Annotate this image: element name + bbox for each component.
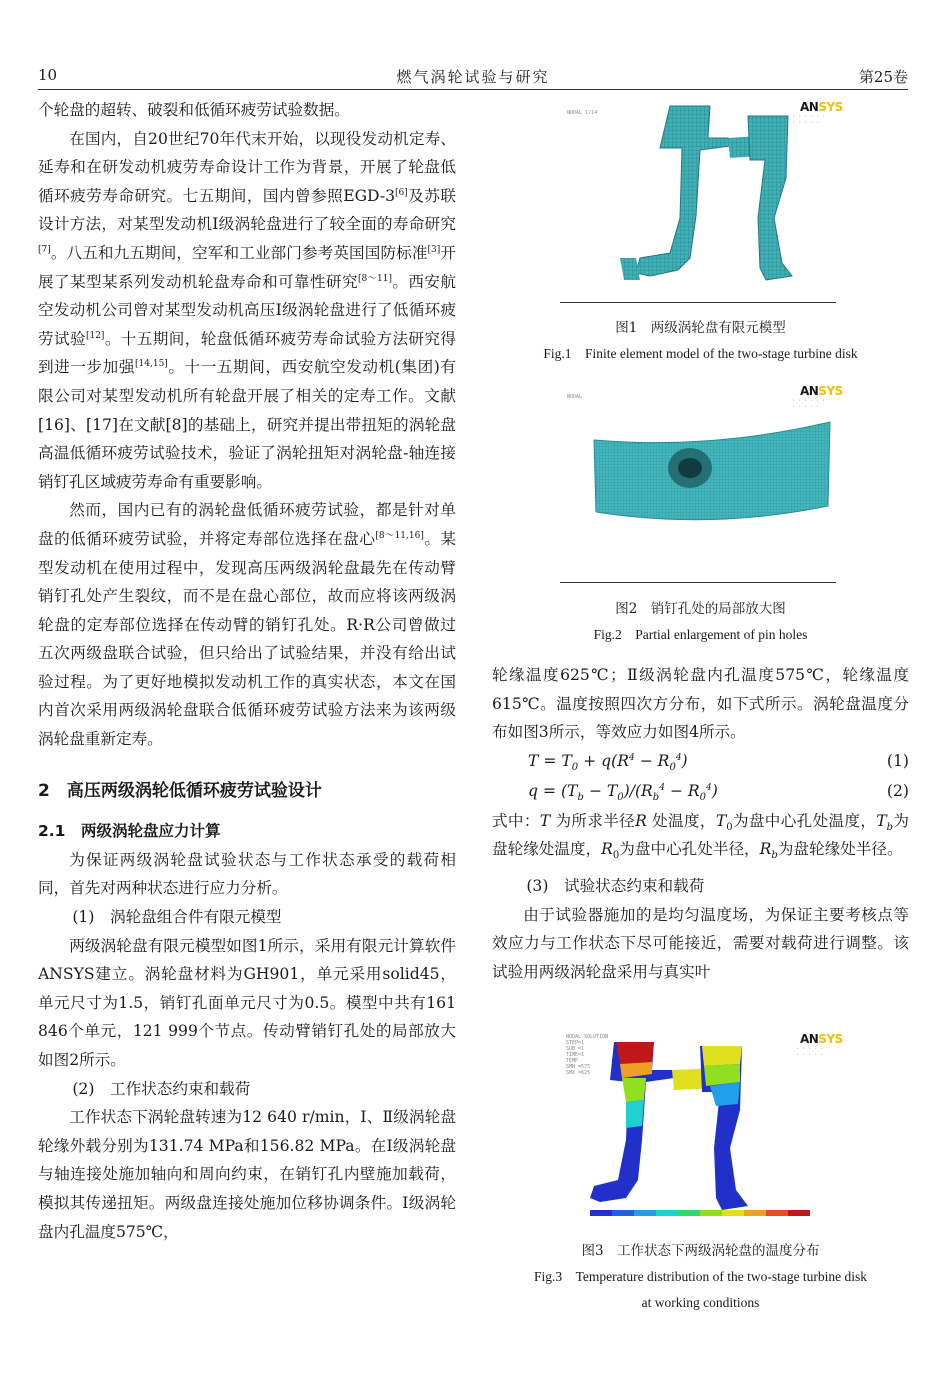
- list-item: (3) 试验状态约束和载荷: [526, 876, 705, 895]
- left-column: [38, 96, 456, 1246]
- volume-label: 第25卷: [858, 68, 908, 86]
- paragraph: 为保证两级涡轮盘试验状态与工作状态承受的载荷相同，首先对两种状态进行应力分析。: [38, 850, 456, 898]
- ansys-logo: ANSYS: [800, 1032, 843, 1046]
- figure-3-caption-en-line2: at working conditions: [641, 1295, 760, 1310]
- subsection-heading: 2.1 两级涡轮盘应力计算: [38, 822, 221, 841]
- figure-3-caption-cn: 图3 工作状态下两级涡轮盘的温度分布: [581, 1243, 820, 1259]
- colorbar-segment: [788, 1210, 810, 1216]
- equation-1: $T = T_0 + q(R^4 - R_0^4)$ (1): [528, 751, 909, 773]
- colorbar-segment: [766, 1210, 788, 1216]
- paragraph: 两级涡轮盘有限元模型如图1所示，采用有限元计算软件ANSYS建立。涡轮盘材料为GH901，单元采用solid45，单元尺寸为1.5，销钉孔面单元尺寸为0.5。模型中共有161 846个单元，121 999个节点。传动臂销钉孔处的局部放大如图2所示。: [38, 936, 456, 1069]
- paragraph: 个轮盘的超转、破裂和低循环疲劳试验数据。: [38, 101, 350, 119]
- colorbar-segment: [700, 1210, 722, 1216]
- colorbar: [590, 1210, 810, 1216]
- citation: [8～11,16]: [375, 530, 424, 541]
- paragraph: 式中：T 为所求半径R 处温度，$T_0$为盘中心孔处温度，$T_b$为盘轮缘处温度，$R_0$为盘中心孔处半径，$R_b$为盘轮缘处半径。: [492, 811, 909, 862]
- section-heading: 2 高压两级涡轮低循环疲劳试验设计: [38, 780, 322, 801]
- ansys-logo: ANSYS: [800, 384, 843, 398]
- figure-1-caption-cn: 图1 两级涡轮盘有限元模型: [615, 320, 786, 336]
- paragraph: 轮缘温度625℃；Ⅱ级涡轮盘内孔温度575℃，轮缘温度615℃。温度按照四次方分布，如下式所示。涡轮盘温度分布如图3所示，等效应力如图4所示。: [492, 666, 909, 742]
- citation: [12]: [85, 330, 105, 341]
- citation: [8～11]: [357, 273, 392, 284]
- colorbar-segment: [722, 1210, 744, 1216]
- running-header: [38, 62, 908, 88]
- figure-rule: [560, 582, 836, 583]
- figure-rule: [560, 302, 836, 303]
- list-item: (2) 工作状态约束和载荷: [72, 1079, 251, 1098]
- citation: [14,15]: [135, 359, 168, 370]
- page-number: 10: [38, 66, 58, 84]
- colorbar-segment: [590, 1210, 612, 1216]
- paragraph: 由于试验器施加的是均匀温度场，为保证主要考核点等效应力与工作状态下尽可能接近，需要对载荷进行调整。该试验用两级涡轮盘采用与真实叶: [492, 905, 909, 981]
- equation-2: $q = (T_b - T_0)/(R_b^4 - R_0^4)$ (2): [528, 781, 909, 803]
- colorbar-segment: [744, 1210, 766, 1216]
- figure-3-caption-en: Fig.3 Temperature distribution of the two-stage turbine disk: [533, 1269, 868, 1284]
- mesh-image: [560, 380, 840, 575]
- temperature-contour: [560, 1030, 840, 1230]
- right-column: [492, 661, 909, 986]
- paragraph: 然而，国内已有的涡轮盘低循环疲劳试验，都是针对单盘的低循环疲劳试验，并将定寿部位选择在盘心[8～11,16]。某型发动机在使用过程中，发现高压两级涡轮盘最先在传动臂销钉孔处产生裂纹，而不是在盘心部位，故而应将该两级涡轮盘的定寿部位选择在传动臂的销钉孔处。R·R公司曾做过五次两级盘联合试验，但只给出了试验结果，并没有给出试验过程。为了更好地模拟发动机工作的真实状态，本文在国内首次采用两级涡轮盘联合低循环疲劳试验方法来为该两级涡轮盘重新定寿。: [38, 501, 456, 749]
- list-item: (1) 涡轮盘组合件有限元模型: [72, 908, 282, 927]
- figure-1-caption-en: Fig.1 Finite element model of the two-stage turbine disk: [543, 346, 858, 361]
- colorbar-segment: [656, 1210, 678, 1216]
- header-rule: [38, 89, 908, 90]
- figure-2-caption-cn: 图2 销钉孔处的局部放大图: [615, 601, 786, 617]
- paragraph: 在国内，自20世纪70年代末开始，以现役发动机定寿、延寿和在研发动机疲劳寿命设计工作为背景，开展了轮盘低循环疲劳寿命研究。七五期间，国内曾参照EGD-3[6]及苏联设计方法，对某型发动机Ⅰ级涡轮盘进行了较全面的寿命研究[7]。八五和九五期间，空军和工业部门参考英国国防标准[3]开展了某型某系列发动机轮盘寿命和可靠性研究[8～11]。西安航空发动机公司曾对某型发动机高压Ⅰ级涡轮盘进行了低循环疲劳试验[12]。十五期间，轮盘低循环疲劳寿命试验方法研究得到进一步加强[14,15]。十一五期间，西安航空发动机(集团)有限公司对某型发动机所有轮盘开展了相关的定寿工作。文献[16]、[17]在文献[8]的基础上，研究并提出带扭矩的涡轮盘高温低循环疲劳试验技术，验证了涡轮扭矩对涡轮盘-轴连接销钉孔区域疲劳寿命有重要影响。: [38, 129, 456, 491]
- paragraph: 工作状态下涡轮盘转速为12 640 r/min，Ⅰ、Ⅱ级涡轮盘轮缘外载分别为131.74 MPa和156.82 MPa。在Ⅰ级涡轮盘与轴连接处施加轴向和周向约束，在销钉孔内壁施加载荷，模拟其传递扭矩。两级盘连接处施加位移协调条件。Ⅰ级涡轮盘内孔温度575℃，: [38, 1108, 456, 1241]
- colorbar-segment: [678, 1210, 700, 1216]
- citation: [6]: [395, 187, 408, 198]
- figure-1-fem-model: NODAL 1/14 ANSYS · · · · · · · · · · ·: [560, 98, 840, 298]
- citation: [3]: [427, 244, 441, 255]
- colorbar-segment: [634, 1210, 656, 1216]
- citation: [7]: [38, 244, 51, 255]
- figure-2-pin-hole-detail: NODAL ANSYS · · · · · · · · · · ·: [560, 380, 840, 575]
- figure-2-caption-en: Fig.2 Partial enlargement of pin holes: [593, 627, 808, 642]
- ansys-logo: ANSYS: [800, 100, 843, 114]
- mesh-image: [560, 98, 840, 298]
- colorbar-segment: [612, 1210, 634, 1216]
- figure-3-temperature-plot: NODAL SOLUTION STEP=1 SUB =1 TIME=1 TEMP SMN =575 SMX =625 ANSYS · · · · · · · · · ·: [560, 1030, 840, 1230]
- journal-title: 燃气涡轮试验与研究: [396, 68, 550, 86]
